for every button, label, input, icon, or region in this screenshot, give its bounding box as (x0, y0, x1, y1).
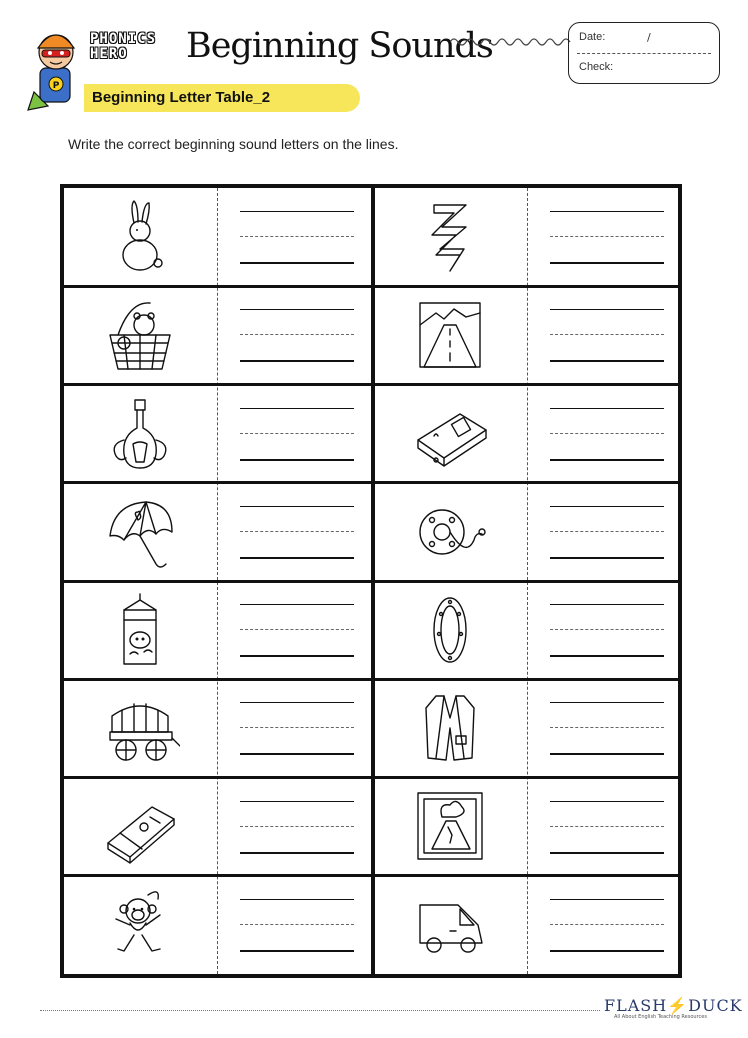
writing-lines[interactable] (550, 309, 664, 361)
brand-part-2: DUCK (688, 996, 743, 1015)
dashed-guide-line (240, 826, 354, 827)
solid-guide-line (240, 360, 354, 362)
writing-lines[interactable] (550, 899, 664, 951)
dashed-guide-line (550, 334, 664, 335)
dashed-guide-line (240, 629, 354, 630)
writing-lines[interactable] (240, 408, 354, 460)
bottle-icon (100, 394, 180, 474)
solid-guide-line (550, 262, 664, 264)
dashed-guide-line (550, 826, 664, 827)
solid-guide-line (550, 309, 664, 310)
basket-with-bear-icon (100, 295, 180, 375)
squiggle-decoration-icon (450, 34, 572, 50)
lightning-bolt-icon: ⚡ (667, 996, 689, 1015)
solid-guide-line (240, 262, 354, 264)
solid-guide-line (550, 360, 664, 362)
solid-guide-line (550, 655, 664, 657)
solid-guide-line (550, 604, 664, 605)
zigzag-icon (410, 197, 490, 277)
dashed-guide-line (240, 433, 354, 434)
writing-lines[interactable] (550, 702, 664, 754)
row-divider (64, 285, 678, 288)
solid-guide-line (240, 950, 354, 952)
milk-carton-icon (100, 590, 180, 670)
solid-guide-line (240, 753, 354, 755)
dashed-guide-line (240, 924, 354, 925)
solid-guide-line (240, 655, 354, 657)
covered-wagon-icon (100, 688, 180, 768)
date-separator: / (647, 31, 651, 44)
brand-tagline: All About English Teaching Resources (614, 1014, 707, 1020)
row-divider (64, 383, 678, 386)
dashed-guide-line (240, 531, 354, 532)
page-title: Beginning Sounds (186, 26, 493, 66)
solid-guide-line (240, 211, 354, 212)
dashed-guide-line (550, 236, 664, 237)
logo-line-1: PHONICS (90, 31, 157, 47)
solid-guide-line (550, 702, 664, 703)
solid-guide-line (550, 852, 664, 854)
writing-lines[interactable] (240, 211, 354, 263)
rabbit-icon (100, 197, 180, 277)
svg-text:P: P (52, 81, 60, 91)
solid-guide-line (240, 801, 354, 802)
dashed-guide-line (240, 727, 354, 728)
subtitle: Beginning Letter Table_2 (92, 89, 271, 106)
check-label: Check: (579, 61, 614, 73)
writing-lines[interactable] (240, 801, 354, 853)
dashed-guide-line (550, 924, 664, 925)
dashed-guide-line (550, 629, 664, 630)
row-divider (64, 776, 678, 779)
solid-guide-line (550, 801, 664, 802)
row-divider (64, 481, 678, 484)
date-check-box (568, 22, 720, 84)
solid-guide-line (240, 506, 354, 507)
solid-guide-line (240, 702, 354, 703)
writing-lines[interactable] (240, 899, 354, 951)
brand-part-1: FLASH (604, 996, 668, 1015)
solid-guide-line (240, 459, 354, 461)
writing-lines[interactable] (550, 506, 664, 558)
flashduck-logo (604, 996, 743, 1016)
writing-lines[interactable] (240, 309, 354, 361)
phonics-hero-logo (90, 32, 180, 66)
row-divider (64, 580, 678, 583)
solid-guide-line (550, 899, 664, 900)
row-divider (64, 678, 678, 681)
umbrella-icon (100, 492, 180, 572)
writing-lines[interactable] (240, 506, 354, 558)
dashed-guide-line (550, 727, 664, 728)
vest-icon (410, 688, 490, 768)
dashed-guide-line (550, 531, 664, 532)
phonics-hero-mascot-icon (26, 22, 90, 112)
dashed-guide-line (240, 334, 354, 335)
writing-lines[interactable] (240, 702, 354, 754)
zero-icon (410, 590, 490, 670)
date-label: Date: (579, 31, 606, 43)
solid-guide-line (240, 604, 354, 605)
solid-guide-line (550, 408, 664, 409)
writing-lines[interactable] (550, 801, 664, 853)
dashed-guide-line (550, 433, 664, 434)
solid-guide-line (550, 506, 664, 507)
solid-guide-line (240, 852, 354, 854)
solid-guide-line (240, 309, 354, 310)
eraser-icon (100, 787, 180, 867)
van-icon (410, 885, 490, 965)
solid-guide-line (550, 557, 664, 559)
jumping-monkey-icon (100, 885, 180, 965)
worksheet-table (60, 184, 682, 978)
row-divider (64, 874, 678, 877)
solid-guide-line (550, 459, 664, 461)
solid-guide-line (550, 950, 664, 952)
writing-lines[interactable] (550, 604, 664, 656)
solid-guide-line (240, 408, 354, 409)
solid-guide-line (550, 753, 664, 755)
solid-guide-line (240, 557, 354, 559)
solid-guide-line (550, 211, 664, 212)
instructions: Write the correct beginning sound letters on the lines. (68, 136, 399, 152)
volcano-painting-icon (410, 787, 490, 867)
writing-lines[interactable] (550, 408, 664, 460)
road-icon (410, 295, 490, 375)
yo-yo-icon (410, 492, 490, 572)
dashed-guide-line (240, 236, 354, 237)
writing-lines[interactable] (240, 604, 354, 656)
logo-line-2: HERO (90, 46, 128, 62)
book-icon (410, 394, 490, 474)
writing-lines[interactable] (550, 211, 664, 263)
footer-dotted-line (40, 1010, 600, 1011)
date-divider (577, 53, 711, 54)
solid-guide-line (240, 899, 354, 900)
